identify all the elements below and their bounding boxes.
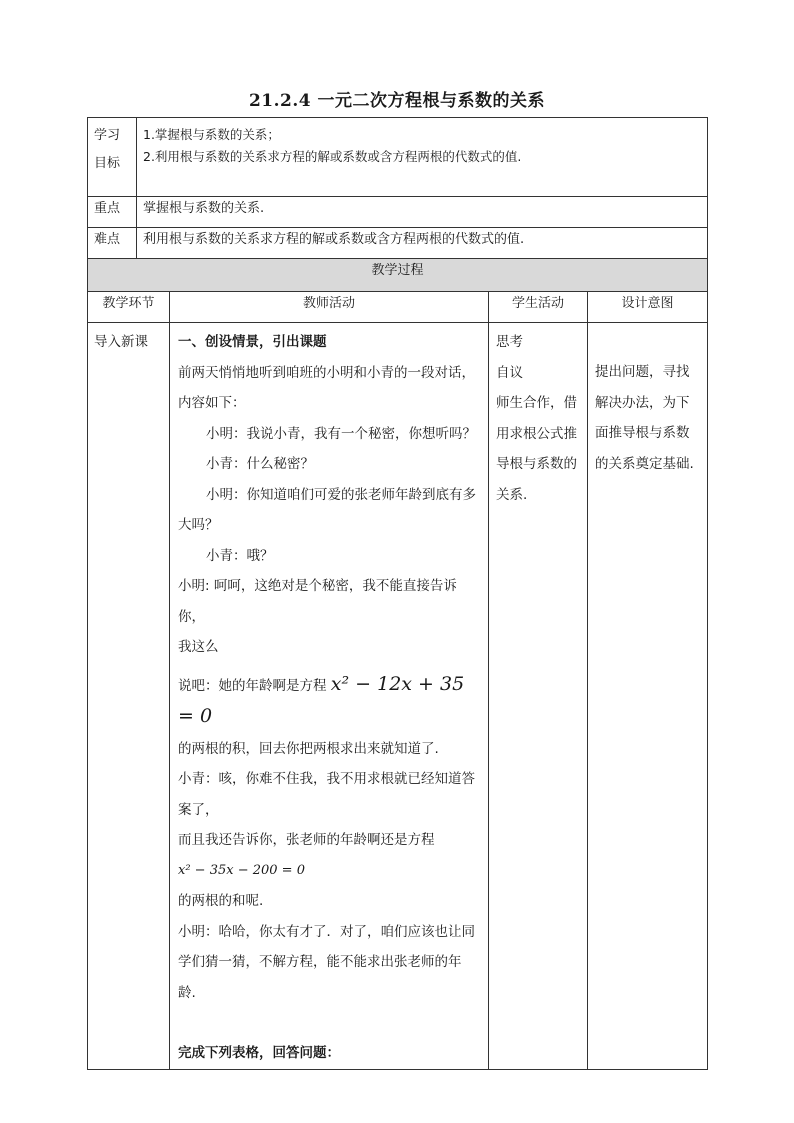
teacher-activity-cell — [170, 323, 489, 1070]
dialogue-line-4: 小青：哦？ — [206, 547, 274, 564]
process-header-row — [88, 259, 708, 292]
dialogue-line-1: 小明：我说小青，我有一个秘密，你想听吗？ — [206, 425, 476, 442]
student-line-1: 思考 — [496, 334, 523, 350]
key-point-label-cell — [88, 197, 137, 228]
objective-item-2: 2.利用根与系数的关系求方程的解或系数或含方程两根的代数式的值. — [143, 149, 522, 164]
dialogue-line-6-prefix: 说吧：她的年龄啊是方程 — [178, 677, 327, 694]
column-header-design: 设计意图 — [588, 292, 708, 323]
teacher-intro-line1: 前两天悄悄地听到咱班的小明和小青的一段对话， — [178, 364, 475, 381]
key-point-label: 重点 — [94, 201, 121, 216]
dialogue-line-10a: 小明：哈哈，你太有才了．对了，咱们应该也让同 — [178, 923, 475, 940]
dialogue-line-3b: 大吗？ — [178, 517, 219, 533]
design-intent-cell — [588, 323, 708, 1070]
column-header-student: 学生活动 — [489, 292, 588, 323]
dialogue-line-6b: 的两根的积，回去你把两根求出来就知道了. — [178, 740, 439, 757]
design-line-3: 面推导根与系数 — [595, 425, 690, 441]
page-title: 21.2.4 一元二次方程根与系数的关系 — [248, 91, 546, 111]
column-header-stage: 教学环节 — [88, 292, 170, 323]
dialogue-line-7b: 案了， — [178, 801, 219, 818]
objectives-content-cell — [137, 118, 708, 197]
dialogue-line-2: 小青：什么秘密？ — [206, 456, 314, 472]
objectives-row — [88, 118, 708, 197]
dialogue-line-7a: 小青：咳，你难不住我，我不用求根就已经知道答 — [178, 771, 475, 787]
dialogue-line-10c: 龄. — [178, 984, 196, 1001]
student-line-5: 导根与系数的 — [496, 456, 577, 472]
key-point-text: 掌握根与系数的关系. — [143, 201, 265, 216]
dialogue-line-10b: 学们猜一猜，不解方程，能不能求出张老师的年 — [178, 954, 462, 970]
key-point-content-cell — [137, 197, 708, 228]
dialogue-line-9: 的两根的和呢. — [178, 893, 264, 909]
objectives-label-line2: 目标 — [94, 156, 121, 171]
student-line-6: 关系. — [496, 486, 528, 503]
teacher-closing: 完成下列表格，回答问题： — [178, 1045, 340, 1061]
stage-cell — [88, 323, 170, 1070]
difficulty-text: 利用根与系数的关系求方程的解或系数或含方程两根的代数式的值. — [143, 232, 525, 247]
student-line-2: 自议 — [496, 364, 523, 381]
difficulty-row — [88, 228, 708, 259]
student-line-3: 师生合作，借 — [496, 395, 577, 411]
design-line-1: 提出问题，寻找 — [595, 364, 690, 380]
stage-label: 导入新课 — [94, 334, 148, 350]
dialogue-line-5a: 小明: 呵呵，这绝对是个秘密，我不能直接告诉你， — [178, 578, 457, 625]
difficulty-content-cell — [137, 228, 708, 259]
objectives-label-cell — [88, 118, 137, 197]
dialogue-line-3a: 小明：你知道咱们可爱的张老师年龄到底有多 — [206, 486, 476, 503]
teacher-intro-line2: 内容如下： — [178, 395, 246, 411]
process-header: 教学过程 — [88, 259, 708, 292]
lesson-plan-table — [87, 117, 708, 1070]
objectives-label-line1: 学习 — [94, 128, 121, 143]
equation-2: x² − 35x − 200 = 0 — [178, 862, 305, 878]
difficulty-label: 难点 — [94, 232, 121, 247]
lesson-body-row — [88, 323, 708, 1070]
teacher-heading: 一、创设情景，引出课题 — [178, 334, 327, 350]
dialogue-line-5b: 我这么 — [178, 639, 219, 655]
column-header-teacher: 教师活动 — [170, 292, 489, 323]
objectives-label — [88, 118, 136, 178]
column-header-row — [88, 292, 708, 323]
key-point-row — [88, 197, 708, 228]
student-activity-cell — [489, 323, 588, 1070]
dialogue-line-8: 而且我还告诉你，张老师的年龄啊还是方程 — [178, 832, 435, 848]
student-line-4: 用求根公式推 — [496, 425, 577, 442]
design-line-2: 解决办法，为下 — [595, 394, 690, 411]
dialogue-line-6 — [178, 669, 480, 734]
design-line-4: 的关系奠定基础. — [595, 455, 694, 472]
difficulty-label-cell — [88, 228, 137, 259]
equation-1: x² − 12x + 35 = 0 — [178, 672, 465, 727]
objective-item-1: 1.掌握根与系数的关系； — [143, 127, 280, 142]
